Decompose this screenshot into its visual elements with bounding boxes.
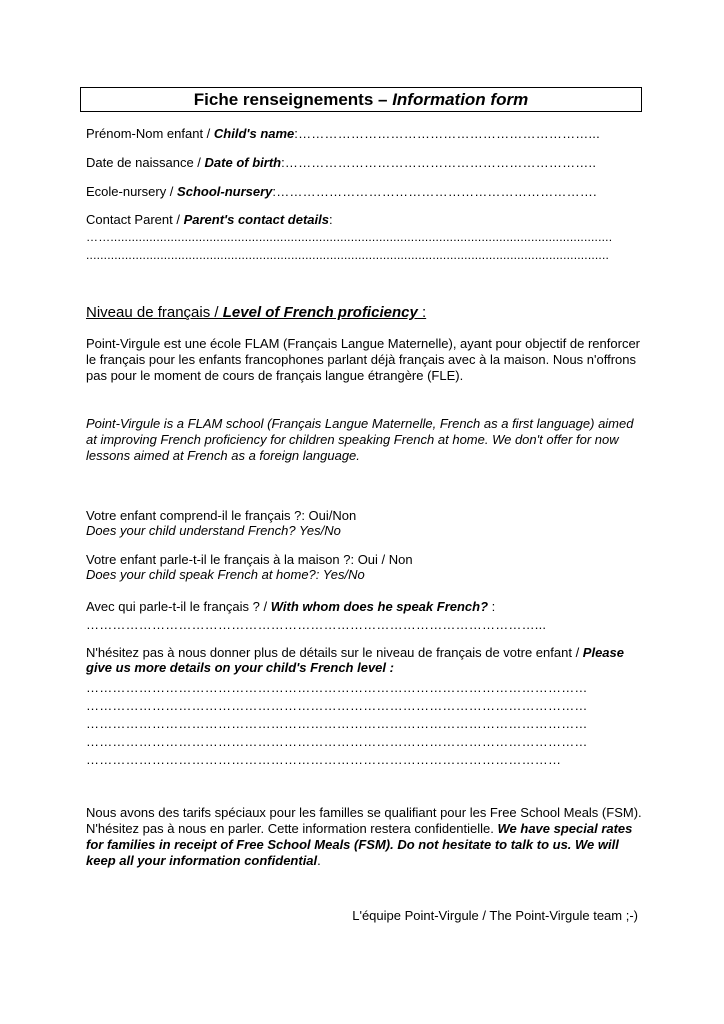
level-heading-colon: : (417, 304, 427, 321)
child-name-field[interactable] (86, 126, 600, 141)
school-label-en: School-nursery (177, 184, 273, 199)
contact-label-en: Parent's contact details (183, 212, 329, 227)
question-speak-home-fr: Votre enfant parle-t-il le français à la maison ?: Oui / Non (86, 552, 413, 567)
question-understand-fr: Votre enfant comprend-il le français ?: Oui/Non (86, 508, 357, 523)
child-name-dots[interactable]: :…………………………………………………………... (294, 126, 600, 141)
question-with-whom-en: With whom does he speak French? (270, 599, 489, 614)
details-line-2[interactable]: …………………………………………………………………………………………………… (86, 698, 588, 713)
question-with-whom-fr: Avec qui parle-t-il le français ? / (86, 599, 271, 614)
question-with-whom-colon: : (488, 599, 496, 614)
details-line-4[interactable]: …………………………………………………………………………………………………… (86, 734, 588, 749)
question-speak-home-en: Does your child speak French at home?: Yes/No (86, 567, 365, 582)
school-label-fr: Ecole-nursery / (86, 184, 178, 199)
level-heading-en: Level of French proficiency (222, 304, 418, 321)
school-field[interactable] (86, 184, 597, 199)
signature: L'équipe Point-Virgule / The Point-Virgule team ;-) (352, 908, 638, 923)
question-details-en: Please give us more details on your child's French level : (86, 645, 624, 675)
level-paragraph-fr: Point-Virgule est une école FLAM (Français Langue Maternelle), ayant pour objectif de renforcer le français pour les enfants francophones parlant déjà français avec à la maison. Nous n'offrons pas pour le moment de cours de français langue étrangère (FLE). (86, 336, 640, 383)
question-details-fr: N'hésitez pas à nous donner plus de détails sur le niveau de français de votre enfant / (86, 645, 583, 660)
question-with-whom (86, 599, 495, 614)
title-en: Information form (392, 90, 529, 109)
with-whom-answer-line[interactable]: …………………………………………………………………………………………... (86, 617, 547, 632)
contact-line-2[interactable]: .................................................................................................................................................... (86, 248, 610, 262)
title-fr: Fiche renseignements – (193, 90, 393, 109)
contact-field-label (86, 212, 333, 227)
fsm-text-end: . (317, 853, 321, 868)
dob-dots[interactable]: :…………………………………………………………….. (281, 155, 597, 170)
contact-line-1[interactable]: …….............................................................................................................................................. (86, 230, 613, 244)
form-title (80, 87, 642, 112)
dob-field[interactable] (86, 155, 596, 170)
school-dots[interactable]: :………………………………………………………………. (272, 184, 597, 199)
dob-label-fr: Date de naissance / (86, 155, 205, 170)
contact-label-fr: Contact Parent / (86, 212, 184, 227)
details-line-5[interactable]: ……………………………………………………………………………………………… (86, 752, 562, 767)
level-heading (86, 305, 426, 320)
contact-colon: : (328, 212, 333, 227)
level-paragraph-en: Point-Virgule is a FLAM school (Français Langue Maternelle, French as a first language) aimed at improving French proficiency for children speaking French at home. We don't offer for now lessons aimed at French as a foreign language. (86, 416, 634, 463)
details-line-1[interactable]: …………………………………………………………………………………………………… (86, 680, 588, 695)
question-understand-en: Does your child understand French? Yes/No (86, 523, 341, 538)
fsm-text-fr: Nous avons des tarifs spéciaux pour les familles se qualifiant pour les Free School Meals (FSM). N'hésitez pas à nous en parler. Cette information restera confidentielle. (86, 805, 642, 836)
dob-label-en: Date of birth (204, 155, 282, 170)
question-speak-home[interactable] (86, 552, 413, 582)
child-name-label-en: Child's name (213, 126, 295, 141)
fsm-paragraph (86, 805, 646, 869)
details-line-3[interactable]: …………………………………………………………………………………………………… (86, 716, 588, 731)
child-name-label-fr: Prénom-Nom enfant / (86, 126, 214, 141)
question-details (86, 645, 641, 675)
question-understand[interactable] (86, 508, 356, 538)
fsm-text-en: We have special rates for families in receipt of Free School Meals (FSM). Do not hesitate to talk to us. We will keep all your information confidential (86, 821, 633, 868)
level-heading-fr: Niveau de français / (86, 304, 223, 321)
